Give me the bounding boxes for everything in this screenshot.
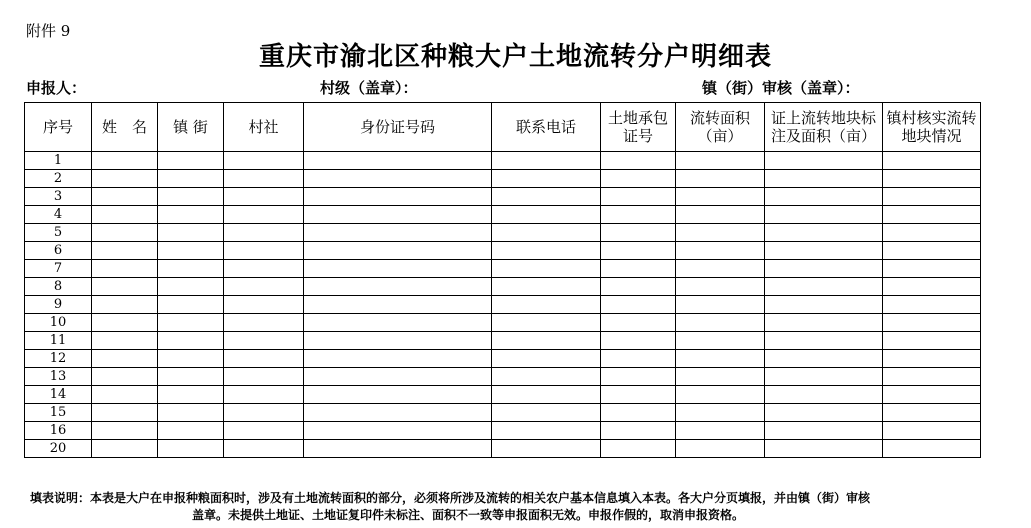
empty-cell <box>765 260 883 278</box>
town-review-label: 镇（街）审核（盖章）： <box>702 79 860 97</box>
note-line-1: 填表说明：本表是大户在申报种粮面积时，涉及有土地流转面积的部分，必须将所涉及流转的相关农户基本信息填入本表。各大户分页填报，并由镇（街）审核 <box>30 491 871 505</box>
empty-cell <box>492 440 601 458</box>
empty-cell <box>676 314 765 332</box>
empty-cell <box>304 152 492 170</box>
empty-cell <box>92 404 158 422</box>
empty-cell <box>883 260 981 278</box>
empty-cell <box>158 350 224 368</box>
empty-cell <box>601 368 676 386</box>
empty-cell <box>601 314 676 332</box>
empty-cell <box>158 170 224 188</box>
header-cert-plot-area: 证上流转地块标注及面积（亩） <box>765 103 883 152</box>
empty-cell <box>676 350 765 368</box>
row-serial-cell: 4 <box>25 206 92 224</box>
empty-cell <box>92 350 158 368</box>
empty-cell <box>492 386 601 404</box>
empty-cell <box>601 440 676 458</box>
table-row <box>25 296 981 314</box>
empty-cell <box>883 314 981 332</box>
row-serial-cell: 11 <box>25 332 92 350</box>
empty-cell <box>883 440 981 458</box>
empty-cell <box>304 206 492 224</box>
empty-cell <box>224 404 304 422</box>
empty-cell <box>92 314 158 332</box>
empty-cell <box>765 314 883 332</box>
empty-cell <box>304 260 492 278</box>
empty-cell <box>492 422 601 440</box>
table-row <box>25 188 981 206</box>
empty-cell <box>304 386 492 404</box>
empty-cell <box>492 332 601 350</box>
header-land-cert: 土地承包证号 <box>601 103 676 152</box>
row-serial-cell: 7 <box>25 260 92 278</box>
empty-cell <box>601 242 676 260</box>
empty-cell <box>92 224 158 242</box>
empty-cell <box>676 404 765 422</box>
detail-table <box>24 102 981 458</box>
empty-cell <box>601 278 676 296</box>
row-serial-cell: 2 <box>25 170 92 188</box>
empty-cell <box>304 440 492 458</box>
empty-cell <box>492 350 601 368</box>
header-verification: 镇村核实流转地块情况 <box>883 103 981 152</box>
empty-cell <box>304 278 492 296</box>
empty-cell <box>92 386 158 404</box>
empty-cell <box>224 242 304 260</box>
empty-cell <box>765 296 883 314</box>
empty-cell <box>92 260 158 278</box>
empty-cell <box>304 188 492 206</box>
empty-cell <box>883 422 981 440</box>
empty-cell <box>676 188 765 206</box>
empty-cell <box>158 206 224 224</box>
empty-cell <box>158 386 224 404</box>
empty-cell <box>676 170 765 188</box>
empty-cell <box>492 260 601 278</box>
empty-cell <box>92 440 158 458</box>
empty-cell <box>304 224 492 242</box>
table-row <box>25 278 981 296</box>
empty-cell <box>158 278 224 296</box>
empty-cell <box>92 422 158 440</box>
table-row <box>25 260 981 278</box>
note-line-2: 盖章。未提供土地证、土地证复印件未标注、面积不一致等申报面积无效。申报作假的，取消申报资格。 <box>192 508 745 522</box>
empty-cell <box>158 404 224 422</box>
empty-cell <box>601 386 676 404</box>
empty-cell <box>224 440 304 458</box>
empty-cell <box>883 152 981 170</box>
table-row <box>25 332 981 350</box>
row-serial-cell: 5 <box>25 224 92 242</box>
empty-cell <box>492 224 601 242</box>
empty-cell <box>158 242 224 260</box>
empty-cell <box>158 224 224 242</box>
empty-cell <box>883 332 981 350</box>
empty-cell <box>765 278 883 296</box>
empty-cell <box>158 368 224 386</box>
empty-cell <box>224 206 304 224</box>
table-row <box>25 368 981 386</box>
empty-cell <box>224 170 304 188</box>
empty-cell <box>601 224 676 242</box>
empty-cell <box>492 242 601 260</box>
empty-cell <box>492 278 601 296</box>
empty-cell <box>883 278 981 296</box>
empty-cell <box>601 350 676 368</box>
empty-cell <box>92 206 158 224</box>
attachment-label: 附件 9 <box>26 22 71 40</box>
empty-cell <box>92 332 158 350</box>
empty-cell <box>676 296 765 314</box>
row-serial-cell: 15 <box>25 404 92 422</box>
empty-cell <box>601 422 676 440</box>
empty-cell <box>676 206 765 224</box>
empty-cell <box>92 368 158 386</box>
empty-cell <box>492 314 601 332</box>
empty-cell <box>765 440 883 458</box>
empty-cell <box>304 242 492 260</box>
empty-cell <box>158 332 224 350</box>
empty-cell <box>883 170 981 188</box>
empty-cell <box>92 188 158 206</box>
empty-cell <box>883 296 981 314</box>
page-title: 重庆市渝北区种粮大户土地流转分户明细表 <box>258 42 772 72</box>
empty-cell <box>765 224 883 242</box>
empty-cell <box>158 422 224 440</box>
empty-cell <box>492 368 601 386</box>
empty-cell <box>224 296 304 314</box>
row-serial-cell: 9 <box>25 296 92 314</box>
empty-cell <box>92 242 158 260</box>
empty-cell <box>765 242 883 260</box>
empty-cell <box>883 206 981 224</box>
empty-cell <box>765 368 883 386</box>
header-id-number: 身份证号码 <box>304 103 492 152</box>
table-row <box>25 314 981 332</box>
empty-cell <box>158 314 224 332</box>
empty-cell <box>676 242 765 260</box>
header-village: 村社 <box>224 103 304 152</box>
header-transfer-area: 流转面积（亩） <box>676 103 765 152</box>
empty-cell <box>601 170 676 188</box>
header-name: 姓 名 <box>92 103 158 152</box>
empty-cell <box>883 404 981 422</box>
empty-cell <box>158 296 224 314</box>
table-row <box>25 170 981 188</box>
empty-cell <box>765 386 883 404</box>
empty-cell <box>883 242 981 260</box>
row-serial-cell: 16 <box>25 422 92 440</box>
fill-instructions <box>30 490 990 524</box>
applicant-label: 申报人： <box>26 79 87 97</box>
empty-cell <box>224 278 304 296</box>
empty-cell <box>224 224 304 242</box>
table-row <box>25 224 981 242</box>
empty-cell <box>765 332 883 350</box>
empty-cell <box>676 368 765 386</box>
empty-cell <box>304 368 492 386</box>
empty-cell <box>92 152 158 170</box>
empty-cell <box>304 314 492 332</box>
empty-cell <box>304 422 492 440</box>
empty-cell <box>158 260 224 278</box>
empty-cell <box>883 188 981 206</box>
empty-cell <box>676 332 765 350</box>
empty-cell <box>492 170 601 188</box>
empty-cell <box>224 260 304 278</box>
empty-cell <box>92 296 158 314</box>
empty-cell <box>304 350 492 368</box>
empty-cell <box>676 260 765 278</box>
empty-cell <box>765 152 883 170</box>
empty-cell <box>883 224 981 242</box>
row-serial-cell: 1 <box>25 152 92 170</box>
empty-cell <box>601 260 676 278</box>
table-header-row <box>25 103 981 152</box>
empty-cell <box>92 278 158 296</box>
table-row <box>25 386 981 404</box>
empty-cell <box>765 404 883 422</box>
village-stamp-label: 村级（盖章）： <box>320 79 418 97</box>
empty-cell <box>676 386 765 404</box>
row-serial-cell: 13 <box>25 368 92 386</box>
table-row <box>25 242 981 260</box>
empty-cell <box>601 206 676 224</box>
empty-cell <box>224 386 304 404</box>
empty-cell <box>765 206 883 224</box>
table-row <box>25 152 981 170</box>
empty-cell <box>492 188 601 206</box>
empty-cell <box>676 152 765 170</box>
table-row <box>25 422 981 440</box>
empty-cell <box>224 314 304 332</box>
empty-cell <box>676 278 765 296</box>
empty-cell <box>304 332 492 350</box>
empty-cell <box>765 170 883 188</box>
empty-cell <box>765 188 883 206</box>
empty-cell <box>92 170 158 188</box>
row-serial-cell: 6 <box>25 242 92 260</box>
empty-cell <box>601 332 676 350</box>
empty-cell <box>492 206 601 224</box>
empty-cell <box>601 152 676 170</box>
header-town: 镇 街 <box>158 103 224 152</box>
empty-cell <box>601 404 676 422</box>
empty-cell <box>492 404 601 422</box>
empty-cell <box>224 368 304 386</box>
row-serial-cell: 20 <box>25 440 92 458</box>
empty-cell <box>304 404 492 422</box>
empty-cell <box>224 188 304 206</box>
row-serial-cell: 3 <box>25 188 92 206</box>
header-phone: 联系电话 <box>492 103 601 152</box>
empty-cell <box>765 350 883 368</box>
empty-cell <box>601 188 676 206</box>
empty-cell <box>304 296 492 314</box>
empty-cell <box>492 152 601 170</box>
empty-cell <box>492 296 601 314</box>
row-serial-cell: 14 <box>25 386 92 404</box>
table-row <box>25 404 981 422</box>
empty-cell <box>304 170 492 188</box>
table-row <box>25 440 981 458</box>
empty-cell <box>883 368 981 386</box>
empty-cell <box>158 440 224 458</box>
table-row <box>25 350 981 368</box>
empty-cell <box>224 422 304 440</box>
row-serial-cell: 12 <box>25 350 92 368</box>
empty-cell <box>158 152 224 170</box>
empty-cell <box>883 350 981 368</box>
empty-cell <box>676 422 765 440</box>
empty-cell <box>676 440 765 458</box>
empty-cell <box>224 332 304 350</box>
empty-cell <box>601 296 676 314</box>
empty-cell <box>158 188 224 206</box>
empty-cell <box>883 386 981 404</box>
row-serial-cell: 10 <box>25 314 92 332</box>
table-row <box>25 206 981 224</box>
empty-cell <box>224 350 304 368</box>
row-serial-cell: 8 <box>25 278 92 296</box>
empty-cell <box>765 422 883 440</box>
empty-cell <box>676 224 765 242</box>
header-serial: 序号 <box>25 103 92 152</box>
empty-cell <box>224 152 304 170</box>
